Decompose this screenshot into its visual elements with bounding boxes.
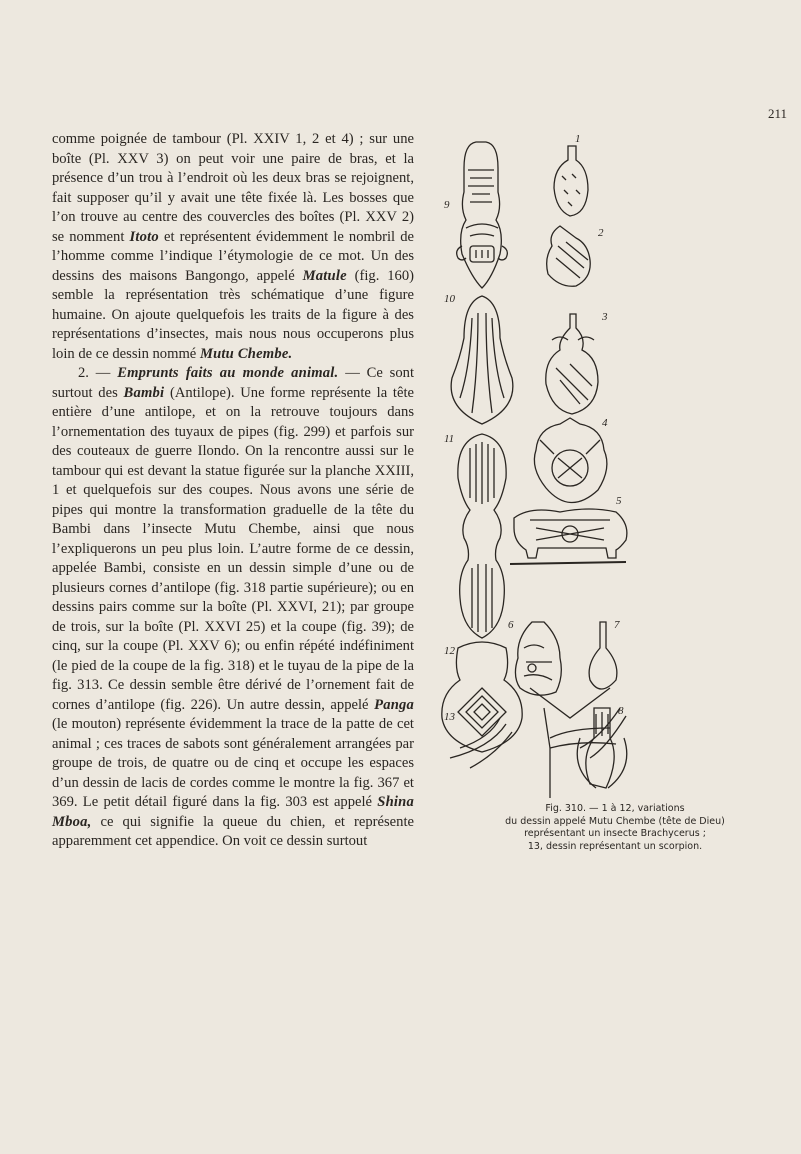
caption-line: représentant un insecte Brachycerus ; (524, 828, 706, 839)
label-1: 1 (575, 133, 581, 145)
label-13: 13 (444, 711, 455, 723)
label-6: 6 (508, 619, 514, 631)
drawing-1 (554, 146, 588, 216)
caption-line: du dessin appelé Mutu Chembe (tête de Dieu) (505, 815, 725, 827)
caption-line: 13, dessin représentant un scorpion. (527, 840, 703, 852)
italic-term: Panga (374, 696, 414, 713)
figure-caption (470, 803, 760, 853)
text-run: 2. — (78, 365, 118, 381)
italic-term: Bambi (123, 384, 165, 401)
text-run: (Antilope). Une forme représente la tête entière d’une antilope, et on la retrouve toujours dans l’ornementation des tuyaux de pipes (fig. 299) et parfois sur des couteaux de guerre Ilondo. On la rencontre aussi sur le tambour qui est devant la statue figurée sur la planche XXIII, 1 et quelquefois sur des coupes. Nous avons une série de pipes qui montre la transformation graduelle de la tête du Bambi dans l’insecte Mutu Chembe, ainsi que nous l’expliquerons un peu plus loin. L’autre forme de ce dessin, appelée Bambi, consiste en un dessin simple d’une ou de plusieurs cornes d’antilope (fig. 318 partie supérieure); ou en dessins pairs comme sur la boîte (Pl. XXVI, 21); par groupe de trois, sur la boîte (Pl. XXVI 25) et la coupe (fig. 39); de cinq, sur la coupe (Pl. XXV 6); ou enfin répété indéfiniment (le pied de la coupe de la fig. 318) et le tuyau de la pipe de la fig. 313. Ce dessin semble être dérivé de l’ornement fait de cornes d’antilope (fig. 226). Un autre dessin, appelé (52, 384, 414, 713)
label-9: 9 (444, 199, 450, 211)
italic-term: Matule (302, 267, 347, 284)
italic-term: Itoto (129, 228, 159, 245)
drawing-6 (515, 622, 561, 695)
drawing-13 (450, 688, 626, 798)
drawing-10 (451, 296, 513, 424)
italic-term: Shina Mboa, (52, 794, 414, 830)
figure-drawings (420, 128, 790, 798)
paragraph-2 (52, 364, 414, 852)
label-12: 12 (444, 645, 455, 657)
label-5: 5 (616, 495, 622, 507)
text-run: (fig. 160) semble la représentation très schématique d’une figure humaine. On ajoute quelquefois les traits de la figure à des représentations d’insectes, mais nous nous occuperons plus loin de ce dessin nommé (52, 267, 414, 362)
body-text (52, 130, 414, 852)
label-8: 8 (618, 705, 624, 717)
caption-line: Fig. 310. — 1 à 12, variations (545, 803, 685, 814)
drawing-9 (457, 142, 508, 288)
drawing-5 (510, 509, 627, 564)
text-run: ce qui signifie la queue du chien, et représente apparemment cet appendice. On voit ce dessin surtout (52, 813, 414, 849)
text-run: et représentent évidemment le nombril de l’homme comme l’indique l’étymologie de ce mot. Un des dessins des maisons Bangongo, appelé (52, 228, 414, 284)
label-7: 7 (614, 619, 620, 631)
text-run: — Ce sont surtout des (52, 365, 415, 401)
label-2: 2 (598, 227, 604, 239)
drawing-2 (547, 226, 591, 286)
text-run: (le mouton) représente évidemment la trace de la patte de cet animal ; ces traces de sabots sont généralement arrangées par groupe de trois, de quatre ou de cinq et occupe les espaces d’un dessin de lacis de cordes comme le montre la fig. 367 et 369. Le petit détail figuré dans la fig. 303 est appelé (52, 716, 414, 810)
drawing-3 (546, 314, 598, 414)
label-11: 11 (444, 433, 455, 445)
italic-term: Emprunts faits au monde animal. (117, 365, 339, 381)
drawing-4 (534, 418, 607, 503)
label-10: 10 (444, 293, 455, 305)
page-number: 211 (768, 106, 788, 121)
paragraph-1 (52, 130, 414, 364)
italic-term: Mutu Chembe. (199, 345, 293, 362)
label-3: 3 (602, 311, 608, 323)
drawing-11 (458, 434, 506, 638)
text-run: comme poignée de tambour (Pl. XXIV 1, 2 et 4) ; sur une boîte (Pl. XXV 3) on peut voir une paire de bras, et la présence d’un trou à l’endroit où les deux bras se rejoignent, fait supposer qu’il y avait une tête fixée là. Les bosses que l’on trouve au centre des couvercles des boîtes (Pl. XXV 2) se nomment (52, 131, 414, 245)
label-4: 4 (602, 417, 608, 429)
figure-310-illustration (420, 128, 790, 798)
drawing-7 (589, 622, 617, 689)
